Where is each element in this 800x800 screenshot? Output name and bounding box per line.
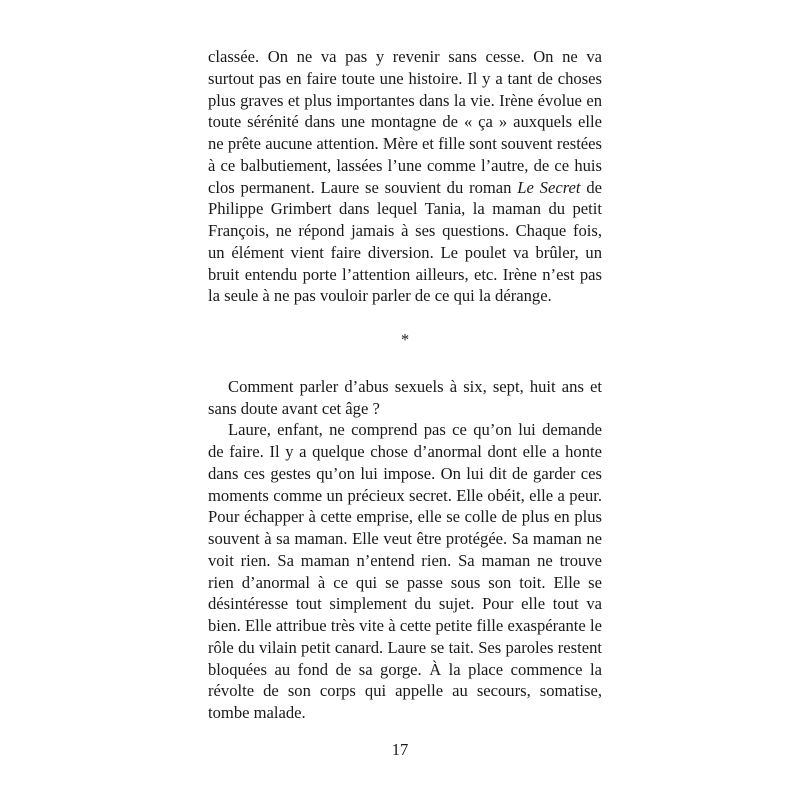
book-title: Le Secret xyxy=(517,177,581,197)
paragraph-question: Comment parler d’abus sexuels à six, sept, huit ans et sans doute avant cet âge ? xyxy=(208,376,602,418)
paragraph-laure: Laure, enfant, ne comprend pas ce qu’on lui demande de faire. Il y a quelque chose d’anormal dont elle a honte dans ces gestes qu’on lui impose. On lui dit de garder ces moments comme un précieux secret. Elle obéit, elle a peur. Pour échapper à cette emprise, elle se colle de plus en plus souvent à sa maman. Elle veut être protégée. Sa maman ne voit rien. Sa maman n’entend rien. Sa maman ne trouve rien d’anormal à ce qui se passe sous son toit. Elle se désintéresse tout simplement du sujet. Pour elle tout va bien. Elle attribue très vite à cette petite fille exaspérante le rôle du vilain petit canard. Laure se tait. Ses paroles restent bloquées au fond de sa gorge. À la place commence la révolte de son corps qui appelle au secours, somatise, tombe malade. xyxy=(208,420,602,722)
paragraph-1-part-b: de Philippe Grimbert dans lequel Tania, la maman du petit François, ne répond jamais à ses questions. Chaque fois, un élément vient faire diversion. Le poulet va brûler, un bruit entendu porte l’attention ailleurs, etc. Irène n’est pas la seule à ne pas vouloir parler de ce qui la dérange. xyxy=(208,177,602,306)
page-text-block xyxy=(208,46,602,724)
page-number: 17 xyxy=(391,740,409,759)
paragraph-continued xyxy=(208,46,602,307)
paragraph-1-part-a: classée. On ne va pas y revenir sans cesse. On ne va surtout pas en faire toute une histoire. Il y a tant de choses plus graves et plus importantes dans la vie. Irène évolue en toute sérénité dans une montagne de « ça » auxquels elle ne prête aucune attention. Mère et fille sont souvent restées à ce balbutiement, lassées l’une comme l’autre, de ce huis clos permanent. Laure se souvient du roman xyxy=(208,47,602,197)
section-separator: * xyxy=(400,330,410,349)
